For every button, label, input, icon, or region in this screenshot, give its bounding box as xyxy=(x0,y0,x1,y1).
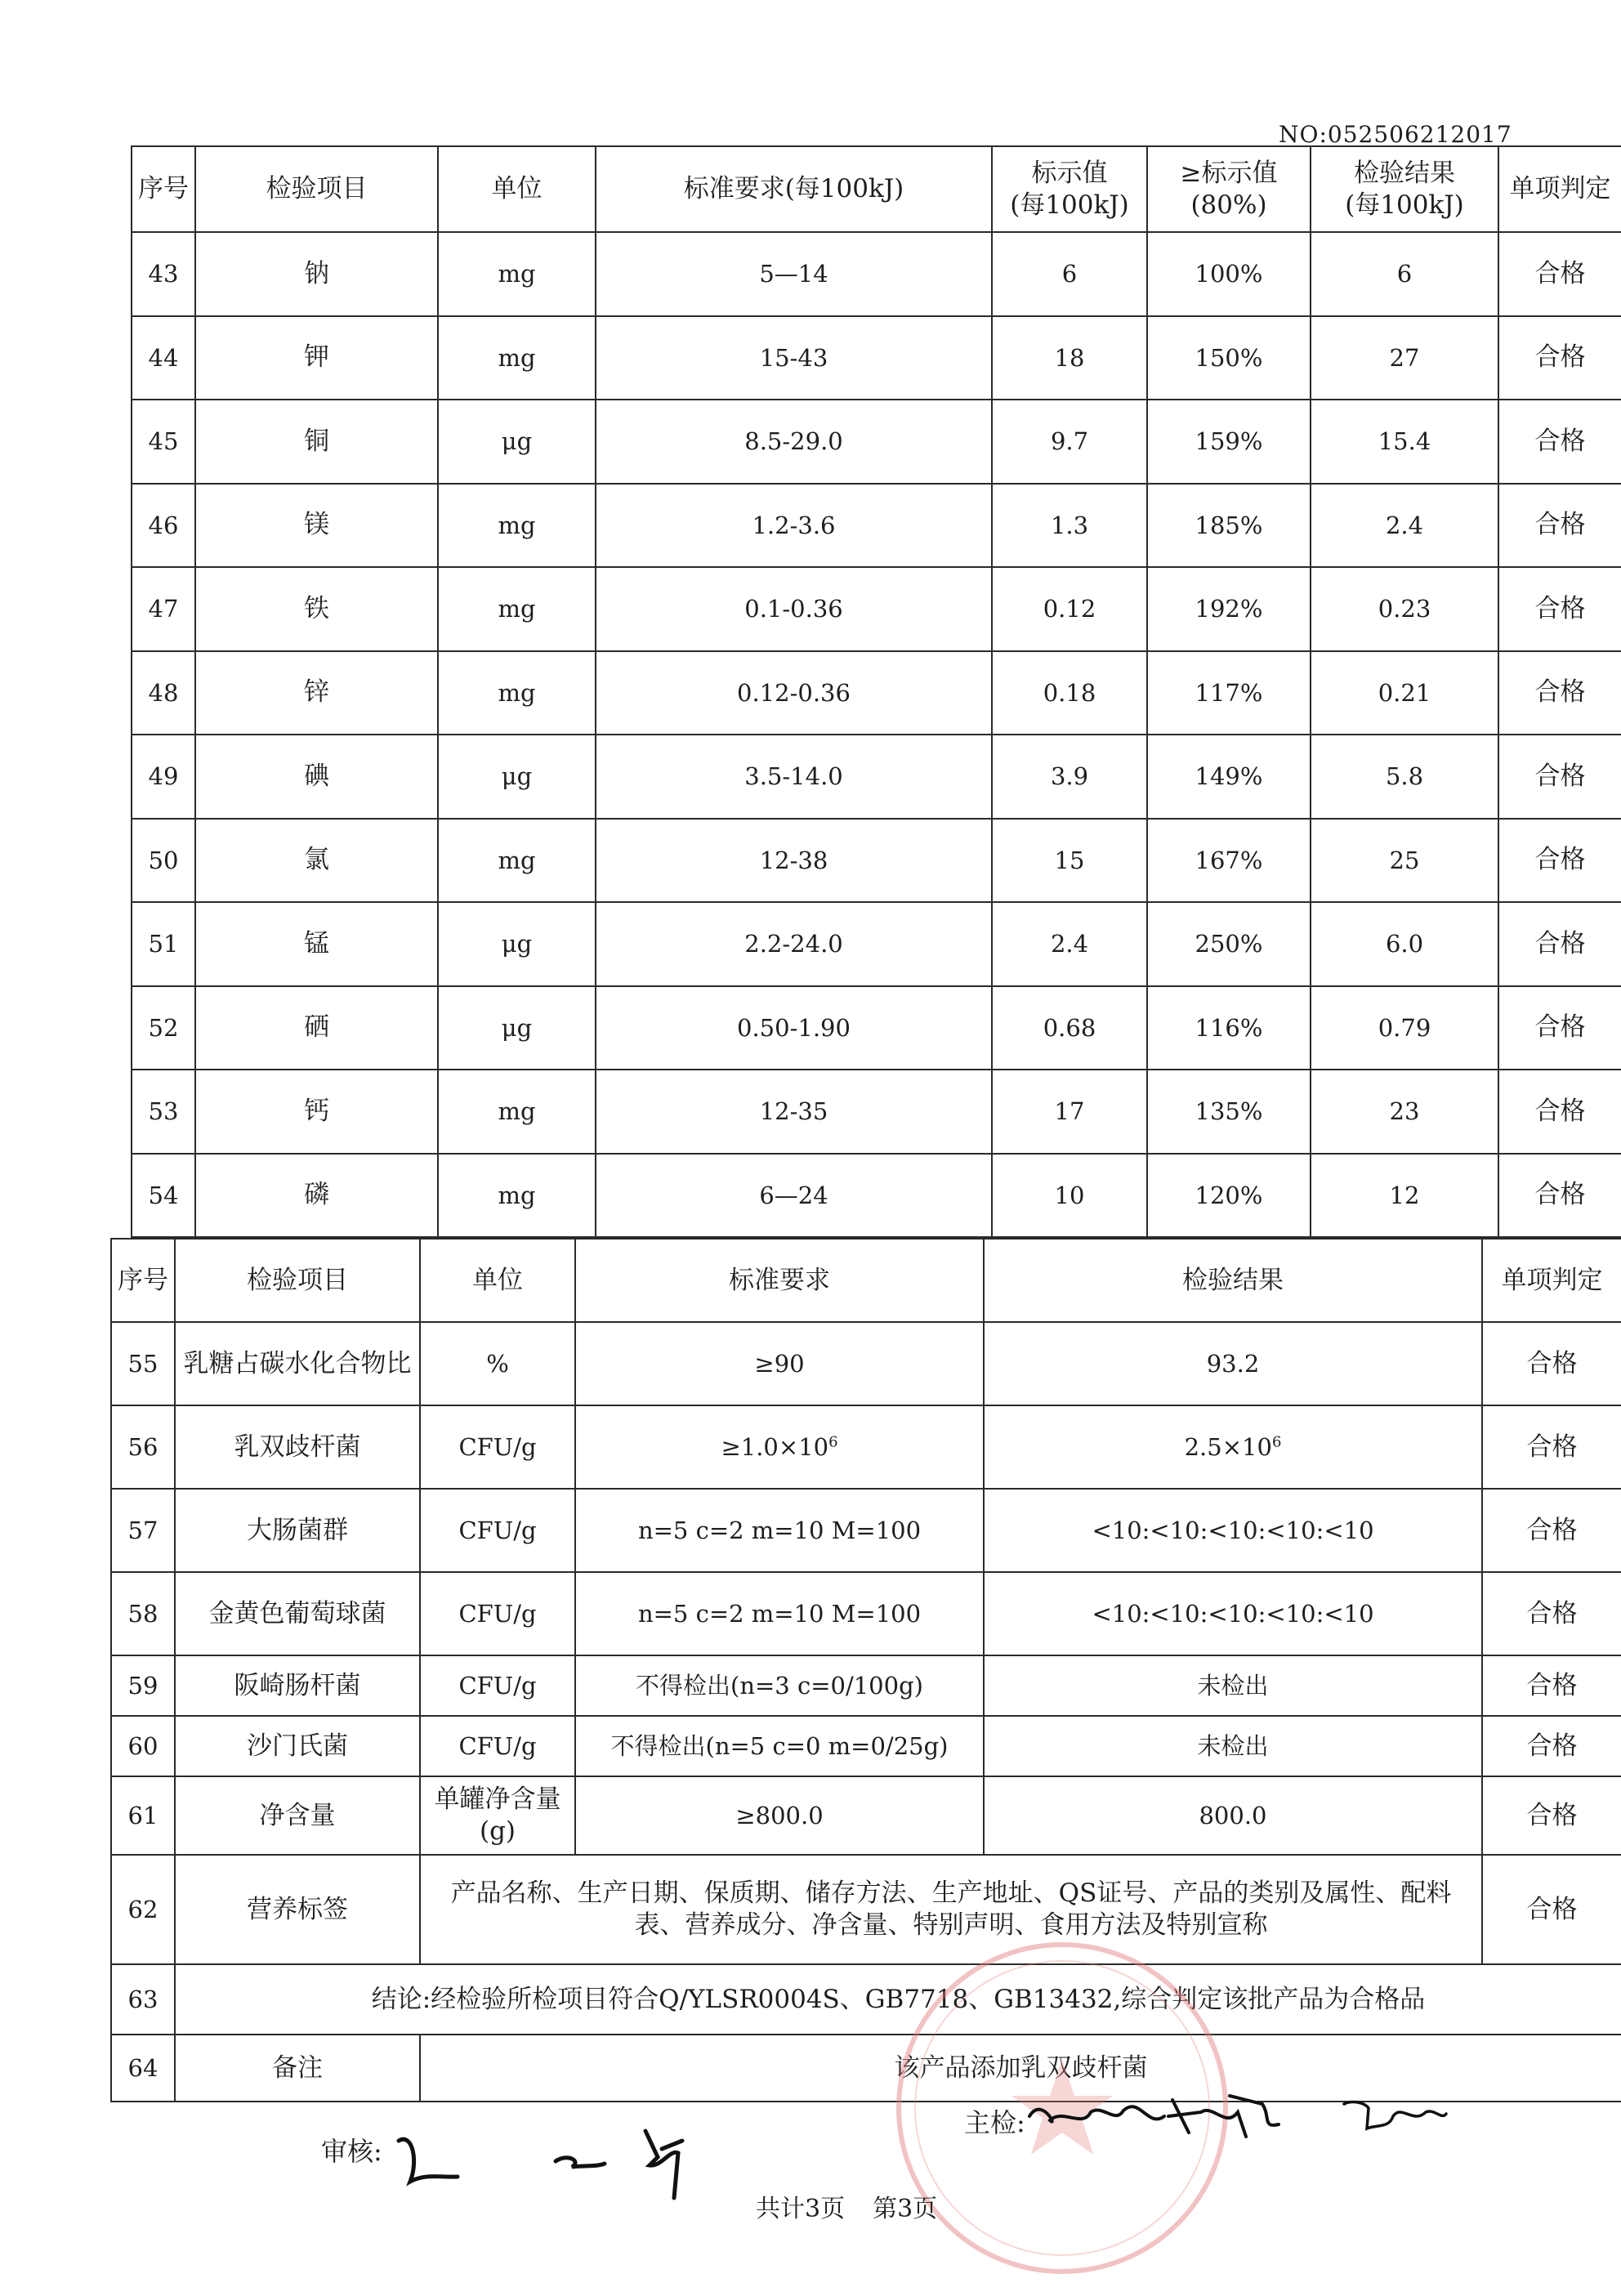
cell-result: 0.21 xyxy=(1311,651,1498,735)
cell-standard: 0.12-0.36 xyxy=(596,651,992,735)
table-row xyxy=(132,902,1621,986)
cell-item: 钙 xyxy=(195,1070,438,1154)
cell-item: 大肠菌群 xyxy=(175,1489,420,1572)
cell-judgement: 合格 xyxy=(1498,1070,1621,1154)
table-row xyxy=(132,986,1621,1070)
table-row xyxy=(111,1322,1621,1405)
cell-seq: 61 xyxy=(111,1776,175,1855)
col-result: 检验结果 xyxy=(984,1239,1482,1322)
cell-unit: CFU/g xyxy=(420,1716,575,1776)
cell-labeled: 3.9 xyxy=(992,735,1147,819)
col-unit: 单位 xyxy=(438,146,596,232)
cell-ratio: 116% xyxy=(1147,986,1311,1070)
remarks: 该产品添加乳双歧杆菌 xyxy=(420,2035,1621,2102)
table-header xyxy=(132,146,1621,232)
cell-item: 铜 xyxy=(195,400,438,484)
cell-ratio: 250% xyxy=(1147,902,1311,986)
table-row xyxy=(111,1855,1621,1964)
cell-standard: ≥90 xyxy=(575,1322,984,1405)
nutrient-table xyxy=(131,145,1621,1238)
cell-judgement: 合格 xyxy=(1498,902,1621,986)
cell-ratio: 149% xyxy=(1147,735,1311,819)
report-number: NO:052506212017 xyxy=(1279,121,1512,148)
col-seq: 序号 xyxy=(111,1239,175,1322)
cell-seq: 50 xyxy=(132,819,195,903)
cell-result: 0.79 xyxy=(1311,986,1498,1070)
cell-result: <10:<10:<10:<10:<10 xyxy=(984,1489,1482,1572)
cell-item: 钾 xyxy=(195,316,438,400)
cell-seq: 52 xyxy=(132,986,195,1070)
cell-item: 乳糖占碳水化合物比 xyxy=(175,1322,420,1405)
cell-unit: mg xyxy=(438,484,596,568)
cell-unit: % xyxy=(420,1322,575,1405)
cell-seq: 49 xyxy=(132,735,195,819)
cell-labeled: 0.68 xyxy=(992,986,1147,1070)
cell-labeled: 0.12 xyxy=(992,567,1147,651)
cell-unit: CFU/g xyxy=(420,1655,575,1716)
cell-labeled: 9.7 xyxy=(992,400,1147,484)
cell-judgement: 合格 xyxy=(1498,651,1621,735)
cell-labeled: 0.18 xyxy=(992,651,1147,735)
cell-item: 阪崎肠杆菌 xyxy=(175,1655,420,1716)
page-info xyxy=(756,2188,965,2224)
col-labeled: 标示值 (每100kJ) xyxy=(992,146,1147,232)
cell-standard: 12-38 xyxy=(596,819,992,903)
cell-unit: μg xyxy=(438,902,596,986)
cell-judgement: 合格 xyxy=(1498,400,1621,484)
cell-labeled: 10 xyxy=(992,1154,1147,1238)
cell-standard: 5—14 xyxy=(596,232,992,316)
col-unit: 单位 xyxy=(420,1239,575,1322)
cell-seq: 60 xyxy=(111,1716,175,1776)
cell-item: 营养标签 xyxy=(175,1855,420,1964)
cell-standard: 不得检出(n=3 c=0/100g) xyxy=(575,1655,984,1716)
cell-unit: CFU/g xyxy=(420,1489,575,1572)
cell-item: 氯 xyxy=(195,819,438,903)
table-row xyxy=(132,232,1621,316)
cell-seq: 56 xyxy=(111,1405,175,1489)
cell-judgement: 合格 xyxy=(1482,1322,1621,1405)
cell-seq: 59 xyxy=(111,1655,175,1716)
cell-unit: mg xyxy=(438,1070,596,1154)
cell-judgement: 合格 xyxy=(1498,484,1621,568)
cell-standard: 2.2-24.0 xyxy=(596,902,992,986)
cell-standard: 8.5-29.0 xyxy=(596,400,992,484)
table-row xyxy=(111,1716,1621,1776)
cell-ratio: 159% xyxy=(1147,400,1311,484)
reviewer-label: 审核: xyxy=(321,2136,382,2167)
table-row xyxy=(111,1489,1621,1572)
cell-item: 磷 xyxy=(195,1154,438,1238)
cell-unit: mg xyxy=(438,232,596,316)
cell-seq: 44 xyxy=(132,316,195,400)
cell-seq: 51 xyxy=(132,902,195,986)
cell-unit: mg xyxy=(438,819,596,903)
cell-ratio: 185% xyxy=(1147,484,1311,568)
cell-result: 800.0 xyxy=(984,1776,1482,1855)
cell-judgement: 合格 xyxy=(1482,1716,1621,1776)
cell-standard: 不得检出(n=5 c=0 m=0/25g) xyxy=(575,1716,984,1776)
cell-judgement: 合格 xyxy=(1482,1572,1621,1655)
col-result: 检验结果 (每100kJ) xyxy=(1311,146,1498,232)
cell-result: 25 xyxy=(1311,819,1498,903)
cell-standard: 15-43 xyxy=(596,316,992,400)
table-row xyxy=(132,316,1621,400)
cell-result: 未检出 xyxy=(984,1655,1482,1716)
reviewer-signature xyxy=(392,2116,735,2206)
cell-item: 铁 xyxy=(195,567,438,651)
cell-result: 15.4 xyxy=(1311,400,1498,484)
col-judgement: 单项判定 xyxy=(1498,146,1621,232)
col-item: 检验项目 xyxy=(195,146,438,232)
cell-result: 2.4 xyxy=(1311,484,1498,568)
col-judgement: 单项判定 xyxy=(1482,1239,1621,1322)
cell-standard: n=5 c=2 m=10 M=100 xyxy=(575,1489,984,1572)
cell-item: 沙门氏菌 xyxy=(175,1716,420,1776)
table-row xyxy=(132,819,1621,903)
cell-seq: 62 xyxy=(111,1855,175,1964)
cell-seq: 63 xyxy=(111,1964,175,2035)
table-row xyxy=(132,400,1621,484)
cell-item: 硒 xyxy=(195,986,438,1070)
total-pages: 共计3页 xyxy=(756,2195,846,2223)
cell-result: 未检出 xyxy=(984,1716,1482,1776)
cell-result: 27 xyxy=(1311,316,1498,400)
cell-result: 6.0 xyxy=(1311,902,1498,986)
cell-item: 乳双歧杆菌 xyxy=(175,1405,420,1489)
cell-labeled: 1.3 xyxy=(992,484,1147,568)
conclusion: 结论:经检验所检项目符合Q/YLSR0004S、GB7718、GB13432,综合判定该批产品为合格品 xyxy=(175,1964,1621,2035)
cell-labeled: 6 xyxy=(992,232,1147,316)
cell-unit: μg xyxy=(438,986,596,1070)
table-row xyxy=(111,1776,1621,1855)
cell-standard: ≥800.0 xyxy=(575,1776,984,1855)
cell-judgement: 合格 xyxy=(1498,735,1621,819)
cell-seq: 58 xyxy=(111,1572,175,1655)
cell-ratio: 117% xyxy=(1147,651,1311,735)
cell-result: 5.8 xyxy=(1311,735,1498,819)
col-standard: 标准要求 xyxy=(575,1239,984,1322)
cell-result: 0.23 xyxy=(1311,567,1498,651)
table-row xyxy=(132,1154,1621,1238)
page-number: 第3页 xyxy=(873,2195,938,2223)
col-ratio: ≥标示值 (80%) xyxy=(1147,146,1311,232)
cell-seq: 48 xyxy=(132,651,195,735)
cell-seq: 64 xyxy=(111,2035,175,2102)
cell-item: 净含量 xyxy=(175,1776,420,1855)
cell-unit: mg xyxy=(438,567,596,651)
cell-result: 12 xyxy=(1311,1154,1498,1238)
cell-judgement: 合格 xyxy=(1498,567,1621,651)
col-item: 检验项目 xyxy=(175,1239,420,1322)
cell-standard: 6—24 xyxy=(596,1154,992,1238)
cell-item: 备注 xyxy=(175,2035,420,2102)
inspector-label: 主检: xyxy=(964,2107,1025,2138)
cell-item: 钠 xyxy=(195,232,438,316)
inspector-signature xyxy=(1025,2079,1450,2153)
cell-judgement: 合格 xyxy=(1498,819,1621,903)
cell-unit: mg xyxy=(438,1154,596,1238)
cell-judgement: 合格 xyxy=(1498,986,1621,1070)
cell-unit: mg xyxy=(438,651,596,735)
cell-judgement: 合格 xyxy=(1498,316,1621,400)
cell-seq: 45 xyxy=(132,400,195,484)
table-row xyxy=(132,735,1621,819)
cell-ratio: 167% xyxy=(1147,819,1311,903)
cell-item: 锌 xyxy=(195,651,438,735)
table-row xyxy=(132,651,1621,735)
nutrition-label-content: 产品名称、生产日期、保质期、储存方法、生产地址、QS证号、产品的类别及属性、配料表、营养成分、净含量、特别声明、食用方法及特别宣称 xyxy=(420,1855,1482,1964)
cell-unit: mg xyxy=(438,316,596,400)
cell-judgement: 合格 xyxy=(1482,1489,1621,1572)
cell-judgement: 合格 xyxy=(1498,1154,1621,1238)
table-row xyxy=(111,1655,1621,1716)
cell-unit: CFU/g xyxy=(420,1405,575,1489)
cell-unit: CFU/g xyxy=(420,1572,575,1655)
cell-ratio: 120% xyxy=(1147,1154,1311,1238)
cell-unit: 单罐净含量(g) xyxy=(420,1776,575,1855)
cell-labeled: 2.4 xyxy=(992,902,1147,986)
cell-standard: n=5 c=2 m=10 M=100 xyxy=(575,1572,984,1655)
cell-seq: 57 xyxy=(111,1489,175,1572)
cell-standard: $\ge 1.0\times 10^6$ xyxy=(575,1405,984,1489)
cell-seq: 46 xyxy=(132,484,195,568)
table-row xyxy=(132,484,1621,568)
cell-ratio: 100% xyxy=(1147,232,1311,316)
cell-seq: 47 xyxy=(132,567,195,651)
cell-judgement: 合格 xyxy=(1498,232,1621,316)
cell-result: 6 xyxy=(1311,232,1498,316)
table-row xyxy=(132,567,1621,651)
cell-ratio: 192% xyxy=(1147,567,1311,651)
cell-item: 镁 xyxy=(195,484,438,568)
cell-labeled: 18 xyxy=(992,316,1147,400)
cell-seq: 55 xyxy=(111,1322,175,1405)
cell-item: 碘 xyxy=(195,735,438,819)
table-row xyxy=(111,1964,1621,2035)
cell-judgement: 合格 xyxy=(1482,1776,1621,1855)
cell-item: 金黄色葡萄球菌 xyxy=(175,1572,420,1655)
cell-result: $2.5\times 10^6$ xyxy=(984,1405,1482,1489)
cell-result: 93.2 xyxy=(984,1322,1482,1405)
cell-seq: 43 xyxy=(132,232,195,316)
cell-item: 锰 xyxy=(195,902,438,986)
cell-standard: 12-35 xyxy=(596,1070,992,1154)
col-standard: 标准要求(每100kJ) xyxy=(596,146,992,232)
cell-labeled: 15 xyxy=(992,819,1147,903)
cell-judgement: 合格 xyxy=(1482,1405,1621,1489)
cell-seq: 54 xyxy=(132,1154,195,1238)
table-row xyxy=(132,1070,1621,1154)
cell-standard: 0.1-0.36 xyxy=(596,567,992,651)
cell-result: 23 xyxy=(1311,1070,1498,1154)
cell-judgement: 合格 xyxy=(1482,1655,1621,1716)
cell-ratio: 150% xyxy=(1147,316,1311,400)
cell-ratio: 135% xyxy=(1147,1070,1311,1154)
cell-unit: μg xyxy=(438,735,596,819)
cell-result: <10:<10:<10:<10:<10 xyxy=(984,1572,1482,1655)
cell-judgement: 合格 xyxy=(1482,1855,1621,1964)
cell-unit: μg xyxy=(438,400,596,484)
microbe-table xyxy=(110,1238,1621,2102)
table-header xyxy=(111,1239,1621,1322)
col-seq: 序号 xyxy=(132,146,195,232)
cell-labeled: 17 xyxy=(992,1070,1147,1154)
cell-standard: 0.50-1.90 xyxy=(596,986,992,1070)
table-row xyxy=(111,1405,1621,1489)
cell-standard: 1.2-3.6 xyxy=(596,484,992,568)
cell-seq: 53 xyxy=(132,1070,195,1154)
cell-standard: 3.5-14.0 xyxy=(596,735,992,819)
table-row xyxy=(111,1572,1621,1655)
